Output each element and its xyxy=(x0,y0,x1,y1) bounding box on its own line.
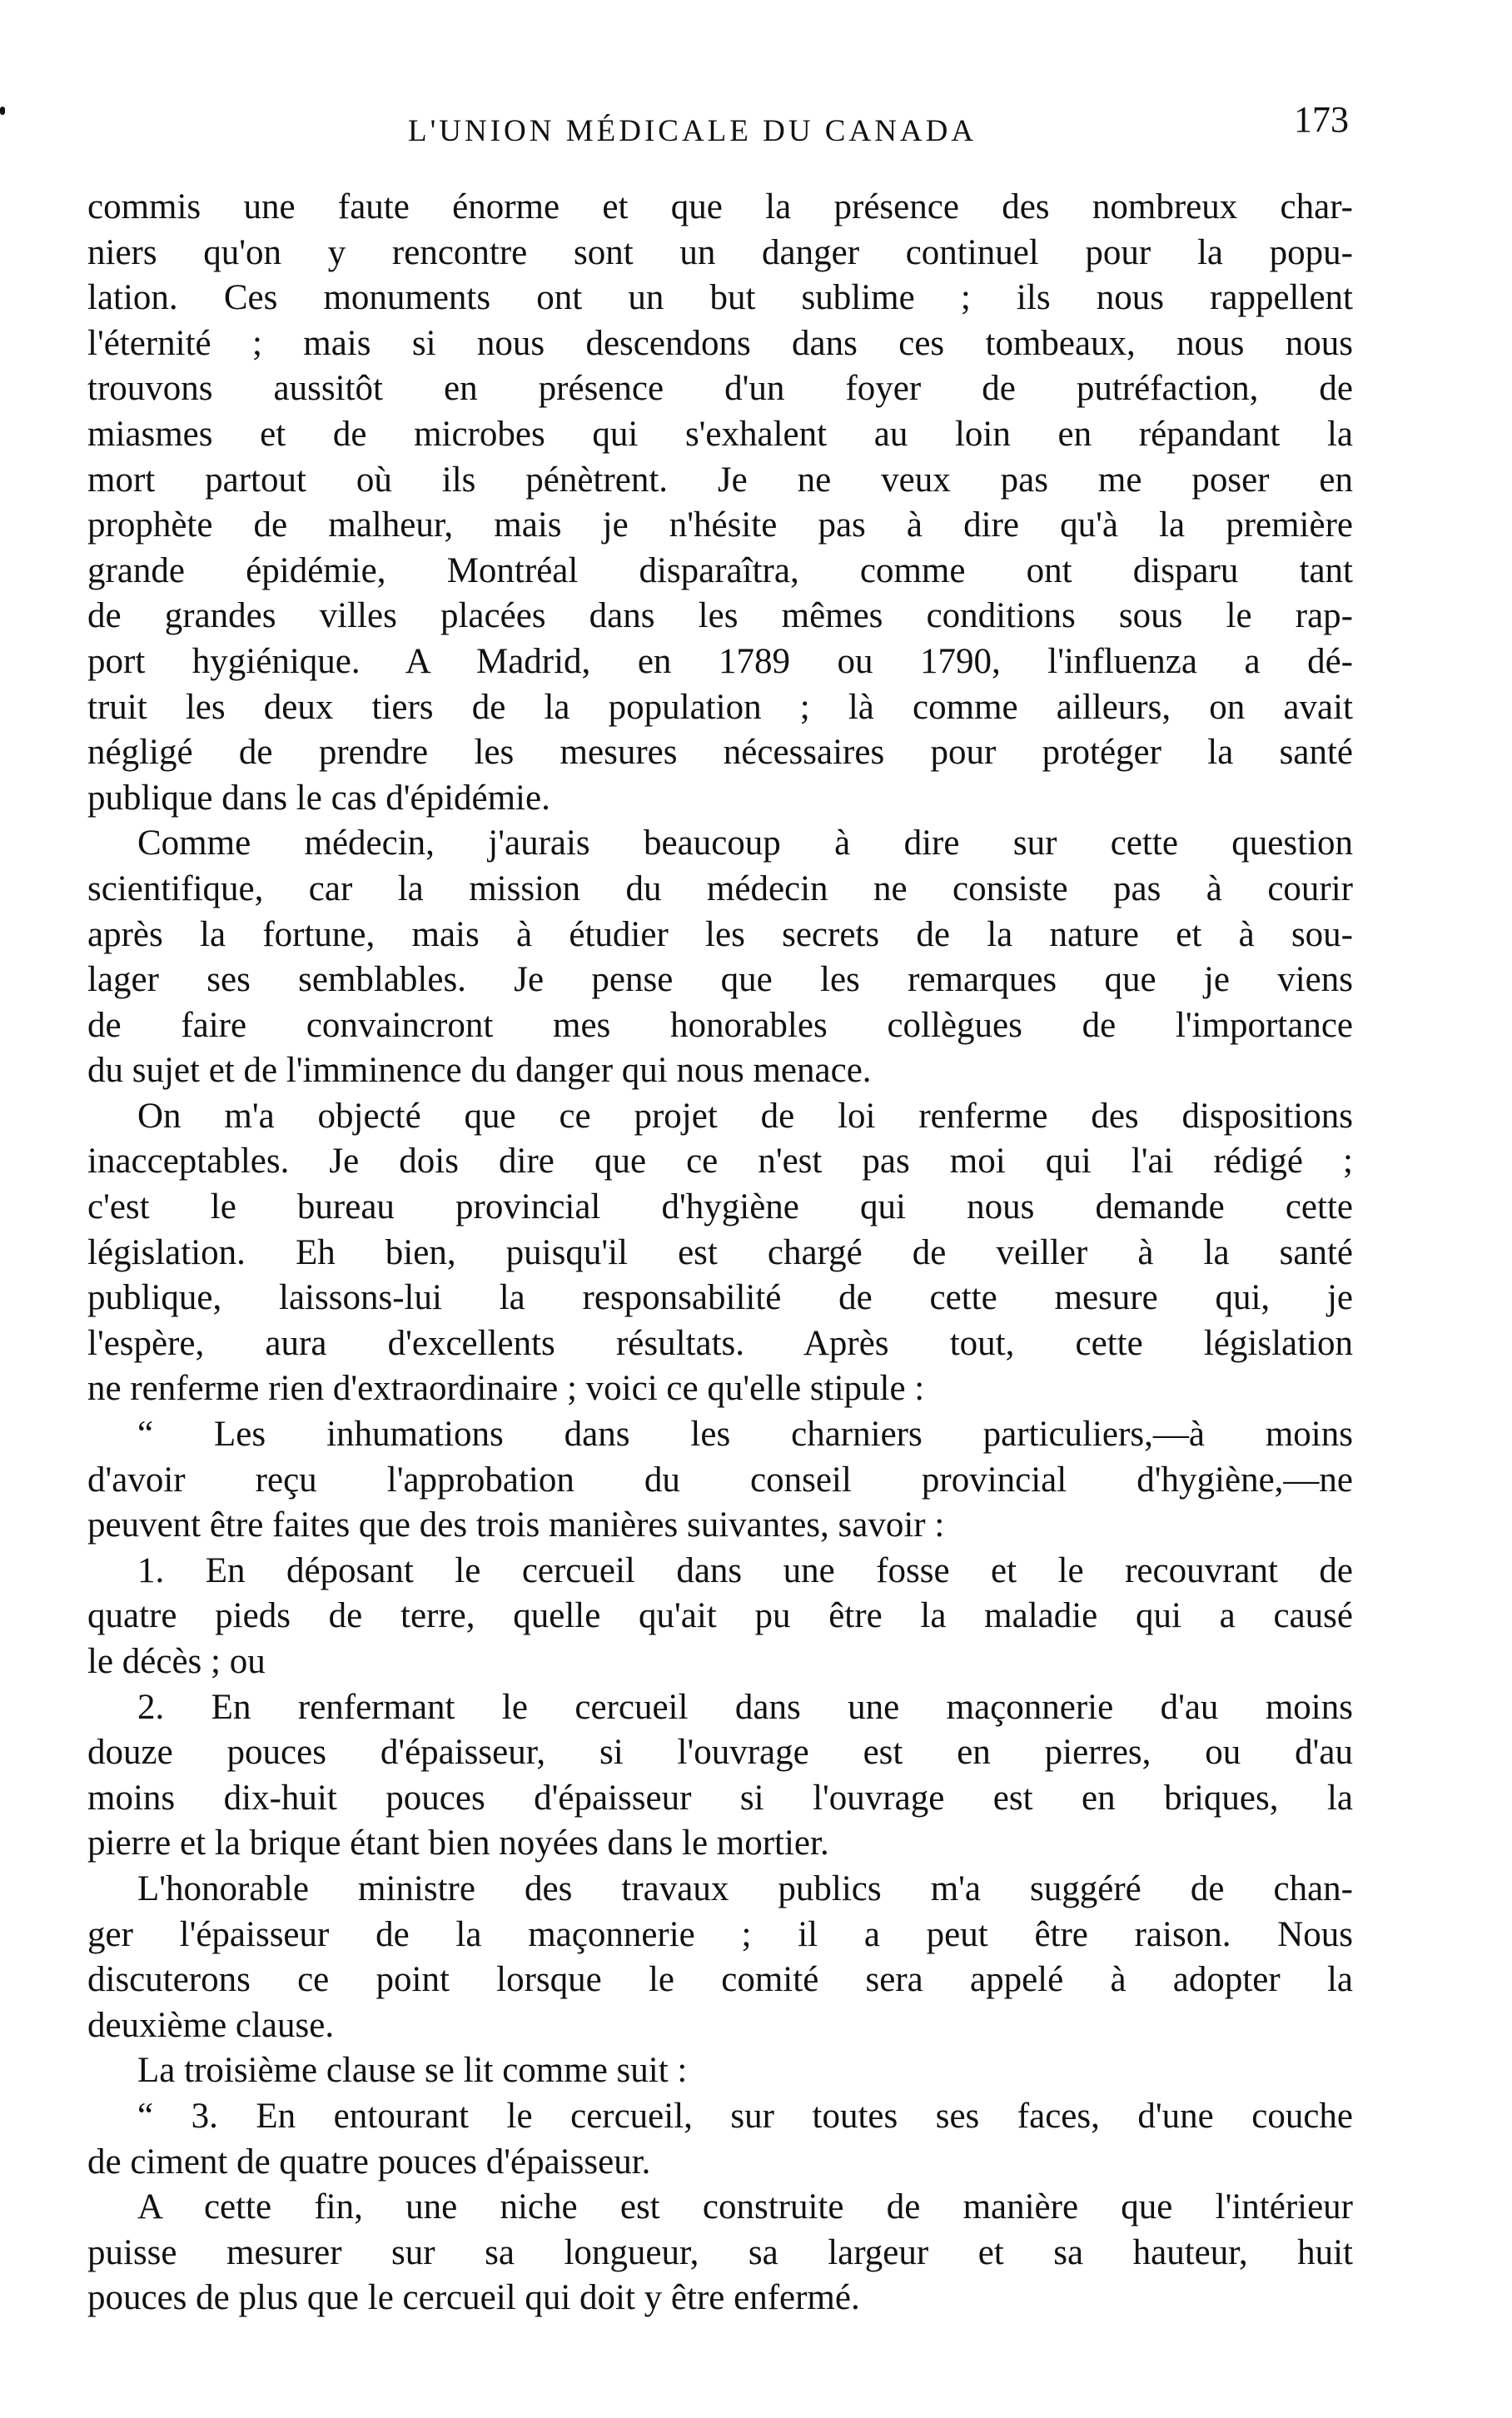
text-line: “ Les inhumations dans les charniers particuliers,—à moins xyxy=(137,1415,1353,1455)
text-line: 2. En renfermant le cercueil dans une maçonnerie d'au moins xyxy=(137,1687,1353,1727)
text-line: miasmes et de microbes qui s'exhalent au loin en répandant la xyxy=(87,414,1353,454)
text-line: truit les deux tiers de la population ; là comme ailleurs, on avait xyxy=(87,687,1353,727)
text-line: lation. Ces monuments ont un but sublime ; ils nous rappellent xyxy=(87,278,1353,318)
text-line: lager ses semblables. Je pense que les remarques que je viens xyxy=(87,960,1353,1000)
text-line: “ 3. En entourant le cercueil, sur toutes ses faces, d'une couche xyxy=(137,2096,1353,2136)
text-line: législation. Eh bien, puisqu'il est chargé de veiller à la santé xyxy=(87,1232,1353,1272)
text-line: pierre et la brique étant bien noyées dans le mortier. xyxy=(87,1823,829,1863)
text-line: de grandes villes placées dans les mêmes conditions sous le rap- xyxy=(87,596,1353,636)
text-line: prophète de malheur, mais je n'hésite pas à dire qu'à la première xyxy=(87,505,1353,545)
text-line: inacceptables. Je dois dire que ce n'est pas moi qui l'ai rédigé ; xyxy=(87,1142,1353,1182)
text-line: de ciment de quatre pouces d'épaisseur. xyxy=(87,2142,651,2182)
text-line: grande épidémie, Montréal disparaîtra, comme ont disparu tant xyxy=(87,550,1353,590)
text-line: quatre pieds de terre, quelle qu'ait pu être la maladie qui a causé xyxy=(87,1596,1353,1636)
text-line: l'espère, aura d'excellents résultats. Après tout, cette législation xyxy=(87,1323,1353,1363)
running-title: L'UNION MÉDICALE DU CANADA xyxy=(408,114,977,148)
page-header xyxy=(83,98,1349,148)
text-line: trouvons aussitôt en présence d'un foyer de putréfaction, de xyxy=(87,369,1353,409)
text-line: La troisième clause se lit comme suit : xyxy=(137,2051,688,2091)
text-line: le décès ; ou xyxy=(87,1642,266,1681)
text-line: négligé de prendre les mesures nécessaires pour protéger la santé xyxy=(87,733,1353,773)
text-line: A cette fin, une niche est construite de manière que l'intérieur xyxy=(137,2187,1353,2227)
text-line: mort partout où ils pénètrent. Je ne veux pas me poser en xyxy=(87,460,1353,500)
text-line: puisse mesurer sur sa longueur, sa largeur et sa hauteur, huit xyxy=(87,2232,1353,2272)
text-line: publique, laissons-lui la responsabilité de cette mesure qui, je xyxy=(87,1278,1353,1318)
text-line: du sujet et de l'imminence du danger qui nous menace. xyxy=(87,1051,872,1091)
text-line: pouces de plus que le cercueil qui doit y être enfermé. xyxy=(87,2278,860,2318)
margin-mark xyxy=(0,107,5,115)
text-line: publique dans le cas d'épidémie. xyxy=(87,778,550,818)
text-line: scientifique, car la mission du médecin ne consiste pas à courir xyxy=(87,868,1353,908)
text-line: de faire convaincront mes honorables collègues de l'importance xyxy=(87,1005,1353,1045)
text-line: Comme médecin, j'aurais beaucoup à dire sur cette question xyxy=(137,823,1353,863)
text-line: d'avoir reçu l'approbation du conseil provincial d'hygiène,—ne xyxy=(87,1460,1353,1500)
text-line: ger l'épaisseur de la maçonnerie ; il a peut être raison. Nous xyxy=(87,1914,1353,1954)
text-line: deuxième clause. xyxy=(87,2005,335,2045)
text-line: douze pouces d'épaisseur, si l'ouvrage est en pierres, ou d'au xyxy=(87,1733,1353,1773)
text-line: discuterons ce point lorsque le comité sera appelé à adopter la xyxy=(87,1960,1353,2000)
text-line: c'est le bureau provincial d'hygiène qui nous demande cette xyxy=(87,1187,1353,1227)
text-line: L'honorable ministre des travaux publics m'a suggéré de chan- xyxy=(137,1868,1353,1908)
text-line: après la fortune, mais à étudier les secrets de la nature et à sou- xyxy=(87,914,1353,954)
page-number: 173 xyxy=(1294,99,1349,140)
text-line: On m'a objecté que ce projet de loi renferme des dispositions xyxy=(137,1096,1353,1136)
text-line: moins dix-huit pouces d'épaisseur si l'ouvrage est en briques, la xyxy=(87,1778,1353,1818)
text-line: ne renferme rien d'extraordinaire ; voici ce qu'elle stipule : xyxy=(87,1369,925,1409)
text-line: port hygiénique. A Madrid, en 1789 ou 1790, l'influenza a dé- xyxy=(87,641,1353,681)
text-line: niers qu'on y rencontre sont un danger continuel pour la popu- xyxy=(87,232,1353,272)
text-line: peuvent être faites que des trois manières suivantes, savoir : xyxy=(87,1505,945,1545)
text-line: l'éternité ; mais si nous descendons dans ces tombeaux, nous nous xyxy=(87,323,1353,363)
body-text xyxy=(87,185,1353,2321)
text-line: 1. En déposant le cercueil dans une fosse et le recouvrant de xyxy=(137,1550,1353,1590)
text-line: commis une faute énorme et que la présence des nombreux char- xyxy=(87,187,1353,226)
